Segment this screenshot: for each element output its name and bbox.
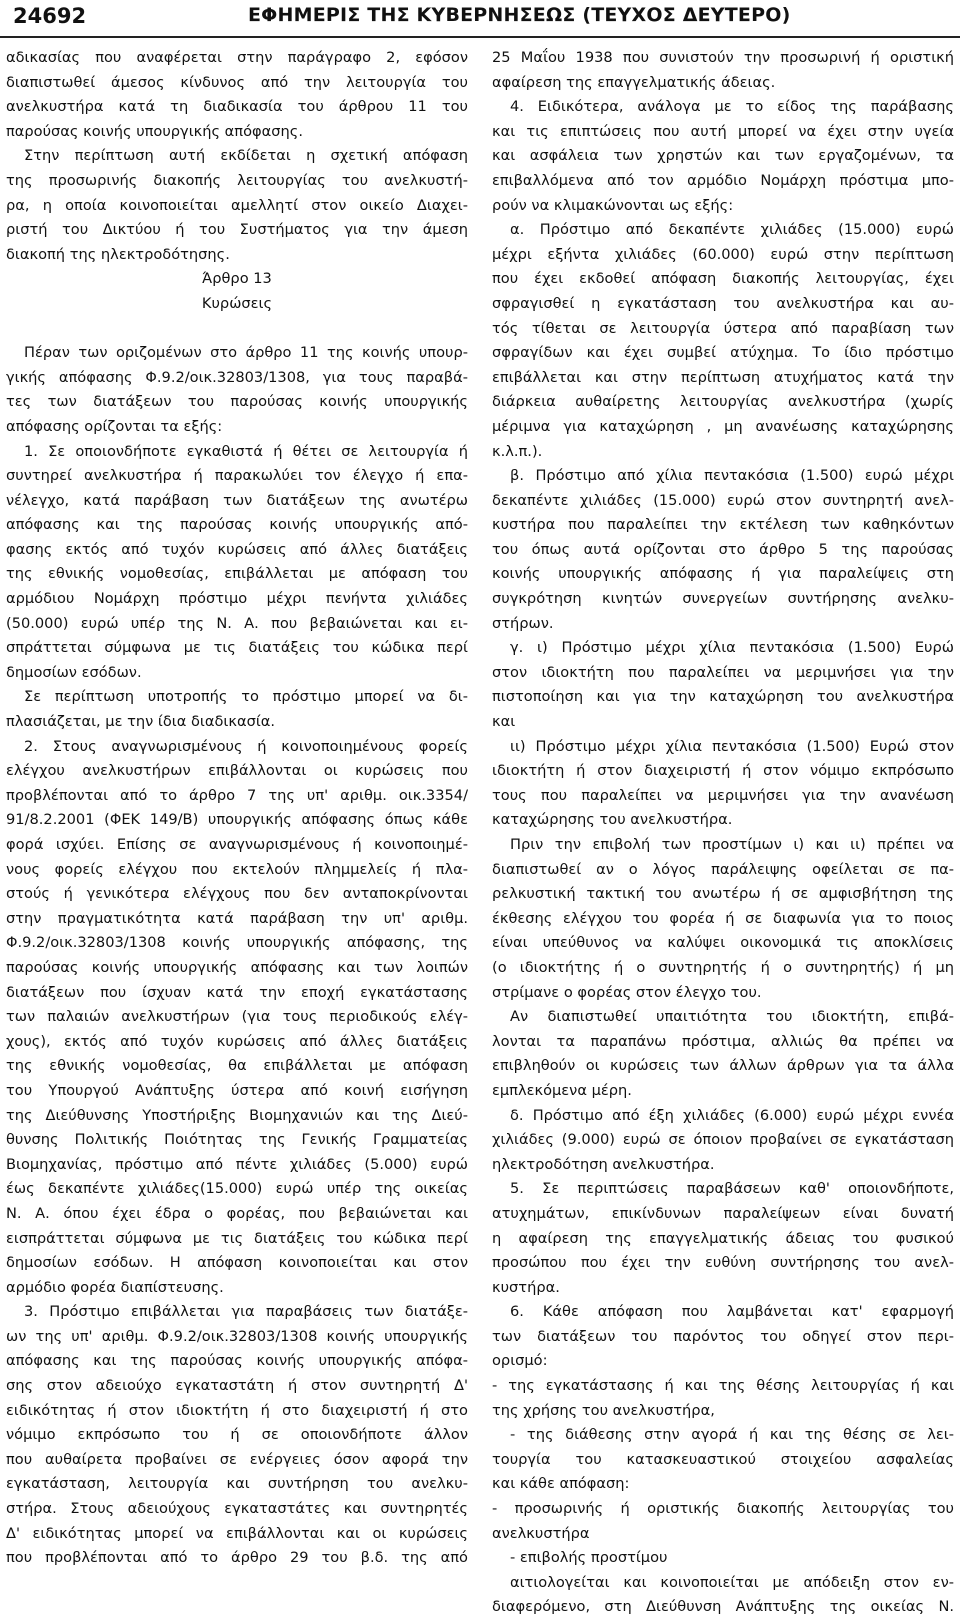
text-line: γ. ι) Πρόστιμο μέχρι χίλια πεντακόσια (1.500) Ευρώ [510, 639, 954, 657]
text-line: και ασφάλεια των χρηστών και των εργαζομένων, τα [492, 147, 954, 165]
text-line: κυστήρα. [492, 1278, 560, 1296]
text-line: είναι υπεύθυνος να καλύψει οικονομικά τις αποκλίσεις [492, 934, 954, 952]
text-line: προβλέπονται από το άρθρο 7 της υπ' αριθμ. οικ.3354/ [6, 786, 468, 804]
text-line: (ο ιδιοκτήτης ή ο συντηρητής ή ο συντηρητής) ή μη [492, 958, 954, 976]
text-line: ων της υπ' αριθμ. Φ.9.2/οικ.32803/1308 κοινής υπουργικής [6, 1327, 468, 1345]
text-line: πιστοποίηση και για την καταχώρηση του ανελκυστήρα [492, 688, 954, 706]
text-line: φορά ισχύει. Επίσης σε αναγνωρισμένους ή κοινοποιημέ- [6, 836, 468, 853]
text-line: Στην περίπτωση αυτή εκδίδεται η σχετική απόφαση [24, 147, 468, 165]
page-number: 24692 [13, 4, 87, 28]
text-line: 2. Στους αναγνωρισμένους ή κοινοποιημένους φορείς [24, 737, 468, 755]
text-line: επιβαλλόμενα από τον αρμόδιο Νομάρχη πρόστιμα μπο- [492, 171, 954, 189]
text-line: εμπλεκόμενα μέρη. [492, 1081, 632, 1099]
text-line: διαπιστωθεί αν ο λόγος παράλειψης οφείλεται σε πα- [492, 860, 954, 878]
text-line: εγκατάσταση, λειτουργία και συντήρηση του ανελκυ- [6, 1475, 468, 1493]
text-line: διαφερόμενο, στη Διεύθυνση Ανάπτυξης της οικείας Ν. [492, 1598, 954, 1616]
text-line: 6. Κάθε απόφαση που λαμβάνεται κατ' εφαρμογή [510, 1303, 954, 1321]
left-column [6, 46, 468, 1571]
text-line: των διατάξεων του παρόντος του οδηγεί στον περι- [492, 1327, 954, 1345]
text-line: ορισμό: [492, 1352, 548, 1370]
text-line: προσώπου που έχει την ευθύνη συντήρησης του ανελ- [492, 1254, 954, 1272]
text-line: που προβλέπονται από το άρθρο 29 του β.δ. της από [6, 1549, 468, 1567]
text-line: των παλαιών ανελκυστήρων (για τους περιοδικούς ελέγ- [6, 1008, 468, 1026]
text-line: η αφαίρεση της επαγγελματικής άδειας του φυσικού [492, 1229, 954, 1247]
text-line: στήρων. [492, 614, 554, 632]
text-line: απόφασης ορίζονται τα εξής: [6, 417, 223, 435]
text-line: ιδιοκτήτη ή στον διαχειριστή ή στον νόμιμο εκπρόσωπο [492, 762, 954, 780]
text-line: διάρκεια αυθαίρετης λειτουργίας ανελκυστήρα (χωρίς [492, 393, 954, 411]
text-line: Σε περίπτωση υποτροπής το πρόστιμο μπορεί να δι- [24, 688, 468, 706]
text-line: συντηρεί ανελκυστήρα ή παρακωλύει τον έλεγχο ή επα- [6, 467, 468, 485]
text-line: τες των διατάξεων του παρούσας κοινής υπουργικής [6, 393, 468, 411]
text-line: μέριμνα για καταχώρηση , μη ανανέωσης καταχώρησης [492, 417, 954, 435]
text-line: στούς ή γενικότερα ελέγχους που δεν ανταποκρίνονται [6, 885, 468, 903]
text-line: ειδικότητας ή στον ιδιοκτήτη ή στο διαχειριστή ή στο [6, 1401, 468, 1419]
text-line: συγκρότηση κινητών συνεργείων συντήρησης ανελκυ- [492, 590, 954, 608]
text-line: παρούσας κοινής υπουργικής απόφασης και των λοιπών [6, 958, 468, 976]
text-line: πλασιάζεται, με την ίδια διαδικασία. [6, 713, 276, 731]
text-line: ανελκυστήρα κατά τη διαδικασία του άρθρου 11 του [6, 98, 468, 116]
text-line: στην πραγματικότητα κατά παράβαση την υπ' αριθμ. [6, 909, 468, 927]
text-line: που έχει εκδοθεί απόφαση διακοπής λειτουργίας, έχει [492, 270, 954, 288]
text-line: και κάθε απόφαση: [492, 1475, 630, 1493]
text-line: Πέραν των οριζομένων στο άρθρο 11 της κοινής υπουρ- [24, 344, 468, 362]
text-line: δημοσίων εσόδων. [6, 663, 142, 681]
text-line: ανελκυστήρα [492, 1524, 590, 1542]
text-line: χιλιάδες (9.000) ευρώ σε όποιον προβαίνει σε εγκατάσταση [492, 1131, 954, 1149]
page-header [0, 0, 960, 34]
text-line: ριστή του Δικτύου ή του Συστήματος για την άμεση [6, 221, 468, 239]
text-line: δ. Πρόστιμο από έξη χιλιάδες (6.000) ευρώ μέχρι εννέα [510, 1106, 954, 1124]
text-line: αρμόδιου Νομάρχη πρόστιμο μέχρι πενήντα χιλιάδες [6, 590, 468, 608]
text-line: στον ιδιοκτήτη που παραλείπει να μεριμνήσει για την [492, 663, 954, 681]
text-line: τός τίθεται σε λειτουργία ύστερα από παραβίαση των [492, 319, 954, 337]
gazette-title: ΕΦΗΜΕΡΙΣ ΤΗΣ ΚΥΒΕΡΝΗΣΕΩΣ (ΤΕΥΧΟΣ ΔΕΥΤΕΡΟ) [248, 4, 791, 26]
right-column [492, 46, 954, 1620]
text-line: ρα, η οποία κοινοποιείται αμελλητί στον οικείο Διαχει- [6, 196, 468, 214]
text-line: έκθεσης ελέγχου του φορέα ή σε διαφωνία για το ποιος [492, 909, 954, 927]
text-line: κυστήρα που παραλείπει την εκτέλεση των καθηκόντων [492, 516, 954, 534]
text-line: τουργία του κατασκευαστικού στοιχείου ασφαλείας [492, 1450, 954, 1468]
text-line: διαπιστωθεί άμεσος κίνδυνος από την λειτουργία του [6, 73, 468, 91]
text-line: του όπως αυτά ορίζονται στο άρθρο 5 της παρούσας [492, 540, 954, 558]
text-line: - επιβολής προστίμου [510, 1549, 668, 1567]
text-line: Άρθρο 13 [202, 270, 272, 288]
text-line: σφραγίδων και έχει συμβεί ατύχημα. Το ίδιο πρόστιμο [492, 344, 954, 362]
text-line: απόφασης και της παρούσας κοινής υπουργικής από- [6, 516, 468, 534]
text-line: θυνσης Πολιτικής Ποιότητας της Γενικής Γραμματείας [6, 1131, 468, 1149]
text-line: αιτιολογείται και κοινοποιείται με απόδειξη στον εν- [510, 1573, 954, 1591]
text-line: Φ.9.2/οικ.32803/1308 κοινής υπουργικής απόφασης, της [6, 934, 468, 952]
text-line: αφαίρεση της επαγγελματικής άδειας. [492, 73, 776, 91]
text-line: ιι) Πρόστιμο μέχρι χίλια πεντακόσια (1.500) Ευρώ στον [510, 737, 954, 755]
text-line: νους φορείς ελέγχου που εκτελούν πλημμελείς ή πλα- [6, 860, 468, 878]
text-line: 1. Σε οποιονδήποτε εγκαθιστά ή θέτει σε λειτουργία ή [24, 442, 468, 460]
text-line: της εθνικής νομοθεσίας, θα επιβάλλεται με απόφαση [6, 1057, 468, 1075]
text-line: καταχώρησης του ανελκυστήρα. [492, 811, 733, 829]
text-line: εισπράττεται σύμφωνα με τις διατάξεις του κώδικα περί [6, 1229, 468, 1247]
text-line: 91/8.2.2001 (ΦΕΚ 149/Β) υπουργικής απόφασης όπως κάθε [6, 811, 468, 829]
text-line: φασης εκτός από τυχόν κυρώσεις από άλλες διατάξεις [6, 540, 468, 558]
text-line: σφραγισθεί η εγκατάσταση του ανελκυστήρα και αυ- [492, 294, 954, 312]
text-line: α. Πρόστιμο από δεκαπέντε χιλιάδες (15.000) ευρώ [510, 221, 954, 239]
text-line: νέλεγχο, κατά παράβαση των διατάξεων της ανωτέρω [6, 491, 468, 509]
text-line: κοινής υπουργικής απόφασης ή για παραλείψεις στη [492, 565, 954, 583]
text-line: της εθνικής νομοθεσίας, επιβάλλεται με απόφαση του [6, 565, 468, 583]
text-line: 5. Σε περιπτώσεις παραβάσεων καθ' οποιονδήποτε, [510, 1180, 954, 1198]
text-line: που αυθαίρετα προβαίνει σε ενέργειες όσον αφορά την [6, 1450, 468, 1468]
text-line: ηλεκτροδότηση ανελκυστήρα. [492, 1155, 715, 1173]
text-line: δημοσίων εσόδων. Η απόφαση κοινοποιείται και στον [6, 1254, 468, 1272]
text-line: αρμόδιο φορέα διαπίστευσης. [6, 1278, 224, 1296]
text-line: στήρα. Στους αδειούχους εγκαταστάτες και συντηρητές [6, 1500, 468, 1518]
text-line: έως δεκαπέντε χιλιάδες(15.000) ευρώ υπέρ της οικείας [6, 1180, 468, 1198]
text-line: - της διάθεσης στην αγορά ή και της θέσης σε λει- [510, 1426, 954, 1444]
text-line: Βιομηχανίας, πρόστιμο από πέντε χιλιάδες (5.000) ευρώ [6, 1155, 468, 1173]
text-line: ατυχημάτων, επικίνδυνων παραλείψεων είναι δυνατή [492, 1204, 954, 1222]
text-line: απόφασης και της παρούσας κοινής υπουργικής απόφα- [6, 1352, 468, 1370]
text-line: γικής απόφασης Φ.9.2/οικ.32803/1308, για τους παραβά- [6, 368, 468, 386]
text-line: Αν διαπιστωθεί υπαιτιότητα του ιδιοκτήτη, επιβά- [510, 1008, 954, 1026]
text-line: αδικασίας που αναφέρεται στην παράγραφο 2, εφόσον [6, 49, 468, 66]
text-line: Δ' ειδικότητας μπορεί να επιβάλλονται και οι κυρώσεις [6, 1524, 468, 1542]
text-line: (50.000) ευρώ υπέρ της Ν. Α. που βεβαιώνεται και ει- [6, 614, 468, 632]
text-line: επιβληθούν οι κυρώσεις των άλλων άρθρων για τα άλλα [492, 1057, 954, 1075]
text-line: - προσωρινής ή οριστικής διακοπής λειτουργίας του [492, 1500, 954, 1518]
text-line: 4. Ειδικότερα, ανάλογα με το είδος της παράβασης [510, 98, 954, 116]
text-line: ελέγχου ανελκυστήρων επιβάλλονται οι κυρώσεις που [6, 762, 468, 780]
text-line: - της εγκατάστασης ή και της θέσης λειτουργίας ή και [492, 1377, 954, 1395]
text-line: και τις επιπτώσεις που αυτή μπορεί να έχει στην υγεία [492, 122, 954, 140]
text-line: χους), εκτός από τυχόν κυρώσεις από άλλες διατάξεις [6, 1032, 468, 1050]
text-line: διατάξεων που ίσχυαν κατά την εποχή εγκατάστασης [6, 983, 468, 1001]
text-line: του Υπουργού Ανάπτυξης ύστερα από κοινή εισήγηση [6, 1081, 468, 1099]
text-line: τους που παραλείπει να μεριμνήσει για την ανανέωση [492, 786, 954, 804]
header-rule [0, 36, 960, 38]
text-line: και [492, 713, 516, 731]
text-line [6, 317, 468, 342]
text-line: β. Πρόστιμο από χίλια πεντακόσια (1.500) ευρώ μέχρι [510, 467, 954, 485]
text-line: Ν. Α. όπου έχει έδρα ο φορέας, που βεβαιώνεται και [6, 1204, 468, 1222]
text-line: 3. Πρόστιμο επιβάλλεται για παραβάσεις των διατάξε- [24, 1303, 468, 1321]
text-line: επιβάλλεται και στην περίπτωση ατυχήματος κατά την [492, 368, 954, 386]
text-line: ρούν να κλιμακώνονται ως εξής: [492, 196, 734, 214]
text-line: σπράττεται σύμφωνα με τις διατάξεις του κώδικα περί [6, 639, 468, 657]
text-line: Πριν την επιβολή των προστίμων ι) και ιι) πρέπει να [510, 836, 954, 853]
text-line: της προσωρινής διακοπής λειτουργίας του ανελκυστή- [6, 171, 468, 189]
text-line: της Διεύθυνσης Υποστήριξης Βιομηχανιών και της Διεύ- [6, 1106, 468, 1124]
text-line: λονται τα παραπάνω πρόστιμα, αλλιώς θα πρέπει να [492, 1032, 954, 1050]
text-line: ρελκυστική τακτική του ανωτέρω ή σε αμφισβήτηση της [492, 885, 954, 903]
text-line: νόμιμο εκπρόσωπο του ή σε οποιονδήποτε άλλον [6, 1426, 468, 1444]
text-line: παρούσας κοινής υπουργικής απόφασης. [6, 122, 303, 140]
text-line: της χρήσης του ανελκυστήρα, [492, 1401, 715, 1419]
text-line: μέχρι εξήντα χιλιάδες (60.000) ευρώ στην περίπτωση [492, 245, 954, 263]
text-line: Κυρώσεις [201, 294, 273, 312]
text-line: διακοπή της ηλεκτροδότησης. [6, 245, 230, 263]
text-line: δεκαπέντε χιλιάδες (15.000) ευρώ στον συντηρητή ανελ- [492, 491, 954, 509]
text-line: κ.λ.π.). [492, 442, 543, 460]
text-line: σης στον αδειούχο εγκαταστάτη ή στον συντηρητή Δ' [6, 1377, 468, 1395]
text-line: στρίμανε ο φορέας στον έλεγχο του. [492, 983, 762, 1001]
text-line: 25 Μαΐου 1938 που συνιστούν την προσωρινή ή οριστική [492, 49, 954, 66]
